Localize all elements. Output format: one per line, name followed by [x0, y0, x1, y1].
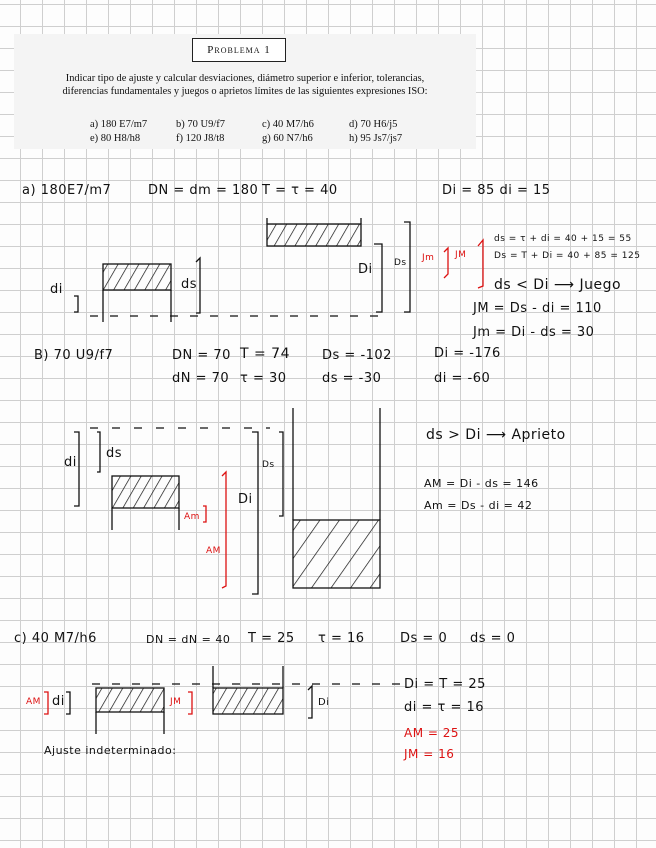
c-T: T = 25	[248, 631, 295, 646]
exercise-a: a) 180 E7/m7	[90, 119, 148, 130]
a-label-di: di	[50, 282, 63, 297]
instruction-line-1: Indicar tipo de ajuste y calcular desviaciones, diámetro superior e inferior, tolerancias,	[65, 73, 425, 84]
b-Ds-bracket	[279, 432, 283, 516]
a-Di-bracket	[374, 244, 382, 312]
b-hole-tolerance-box	[293, 520, 380, 588]
b-shaft-tolerance-box	[112, 476, 179, 508]
a-label-JM: JM	[455, 250, 467, 260]
b-label-di: di	[64, 455, 77, 470]
a-label-Di: Di	[358, 262, 373, 277]
b-ds: ds = -30	[322, 371, 382, 386]
exercise-c: c) 40 M7/h6	[262, 119, 314, 130]
exercise-f: f) 120 J8/t8	[176, 133, 225, 144]
problem-title: Problema 1	[192, 38, 286, 62]
b-Am-bracket	[203, 506, 206, 522]
c-label-JM: JM	[170, 697, 182, 707]
b-label-ds: ds	[106, 446, 123, 461]
a-shaft-tolerance-box	[103, 264, 171, 290]
a-heading: a) 180E7/m7	[22, 183, 112, 198]
a-Jm-result: Jm = Di - ds = 30	[473, 325, 595, 340]
c-di-result: di = τ = 16	[404, 700, 485, 715]
c-Ds: Ds = 0	[400, 631, 448, 646]
c-JM-result: JM = 16	[404, 747, 455, 761]
c-hole-tolerance-box	[213, 688, 283, 714]
exercise-g: g) 60 N7/h6	[262, 133, 313, 144]
c-di-bracket	[66, 692, 70, 714]
a-di-values: Di = 85 di = 15	[442, 183, 551, 198]
c-tau: τ = 16	[318, 631, 365, 646]
a-hole-tolerance-box	[267, 224, 361, 246]
b-Di-bracket	[252, 432, 258, 594]
b-label-AM: AM	[206, 546, 221, 556]
a-JM-result: JM = Ds - di = 110	[473, 301, 602, 316]
c-note: Ajuste indeterminado:	[44, 744, 177, 757]
c-heading: c) 40 M7/h6	[14, 631, 97, 646]
a-tolerances: T = τ = 40	[262, 183, 338, 198]
c-AM-result: AM = 25	[404, 726, 460, 740]
b-label-Di: Di	[238, 492, 253, 507]
b-Ds: Ds = -102	[322, 348, 392, 363]
c-label-di: di	[52, 694, 65, 709]
c-Di-bracket	[308, 686, 312, 718]
a-di-bracket	[74, 296, 78, 312]
b-label-Am: Am	[184, 512, 200, 522]
a-label-Ds: Ds	[394, 258, 407, 268]
a-relation: ds < Di ⟶ Juego	[494, 277, 622, 293]
c-Di-result: Di = T = 25	[404, 677, 486, 692]
b-label-Ds: Ds	[262, 460, 275, 470]
c-label-AM: AM	[26, 697, 41, 707]
b-DN: DN = 70	[172, 348, 231, 363]
exercise-h: h) 95 Js7/js7	[349, 133, 403, 144]
b-tau: τ = 30	[240, 371, 287, 386]
exercise-d: d) 70 H6/j5	[349, 119, 398, 130]
b-Di: Di = -176	[434, 346, 501, 361]
b-ds-bracket	[97, 432, 100, 472]
b-AM-result: AM = Di - ds = 146	[424, 477, 539, 490]
a-label-jm: Jm	[422, 253, 435, 263]
a-JM-bracket	[478, 240, 483, 288]
b-Am-result: Am = Ds - di = 42	[424, 499, 533, 512]
c-JM-bracket	[188, 692, 192, 714]
exercise-e: e) 80 H8/h8	[90, 133, 141, 144]
c-shaft-tolerance-box	[96, 688, 164, 712]
c-AM-bracket	[44, 692, 48, 714]
b-AM-bracket	[222, 472, 226, 588]
c-ds: ds = 0	[470, 631, 516, 646]
c-label-Di: Di	[318, 697, 330, 708]
a-jm-bracket	[444, 248, 448, 278]
b-relation: ds > Di ⟶ Aprieto	[426, 427, 566, 443]
b-di: di = -60	[434, 371, 491, 386]
c-dn: DN = dN = 40	[146, 633, 231, 646]
b-T: T = 74	[240, 346, 290, 362]
b-heading: B) 70 U9/f7	[34, 348, 114, 363]
a-dn: DN = dm = 180	[148, 183, 259, 198]
exercise-b: b) 70 U9/f7	[176, 119, 225, 130]
b-dN: dN = 70	[172, 371, 230, 386]
a-label-ds: ds	[181, 277, 198, 292]
a-eq-Ds: Ds = T + Di = 40 + 85 = 125	[494, 251, 641, 261]
a-eq-ds: ds = τ + di = 40 + 15 = 55	[494, 234, 632, 244]
instruction-line-2: diferencias fundamentales y juegos o aprietos límites de las siguientes expresiones ISO:	[62, 86, 428, 97]
